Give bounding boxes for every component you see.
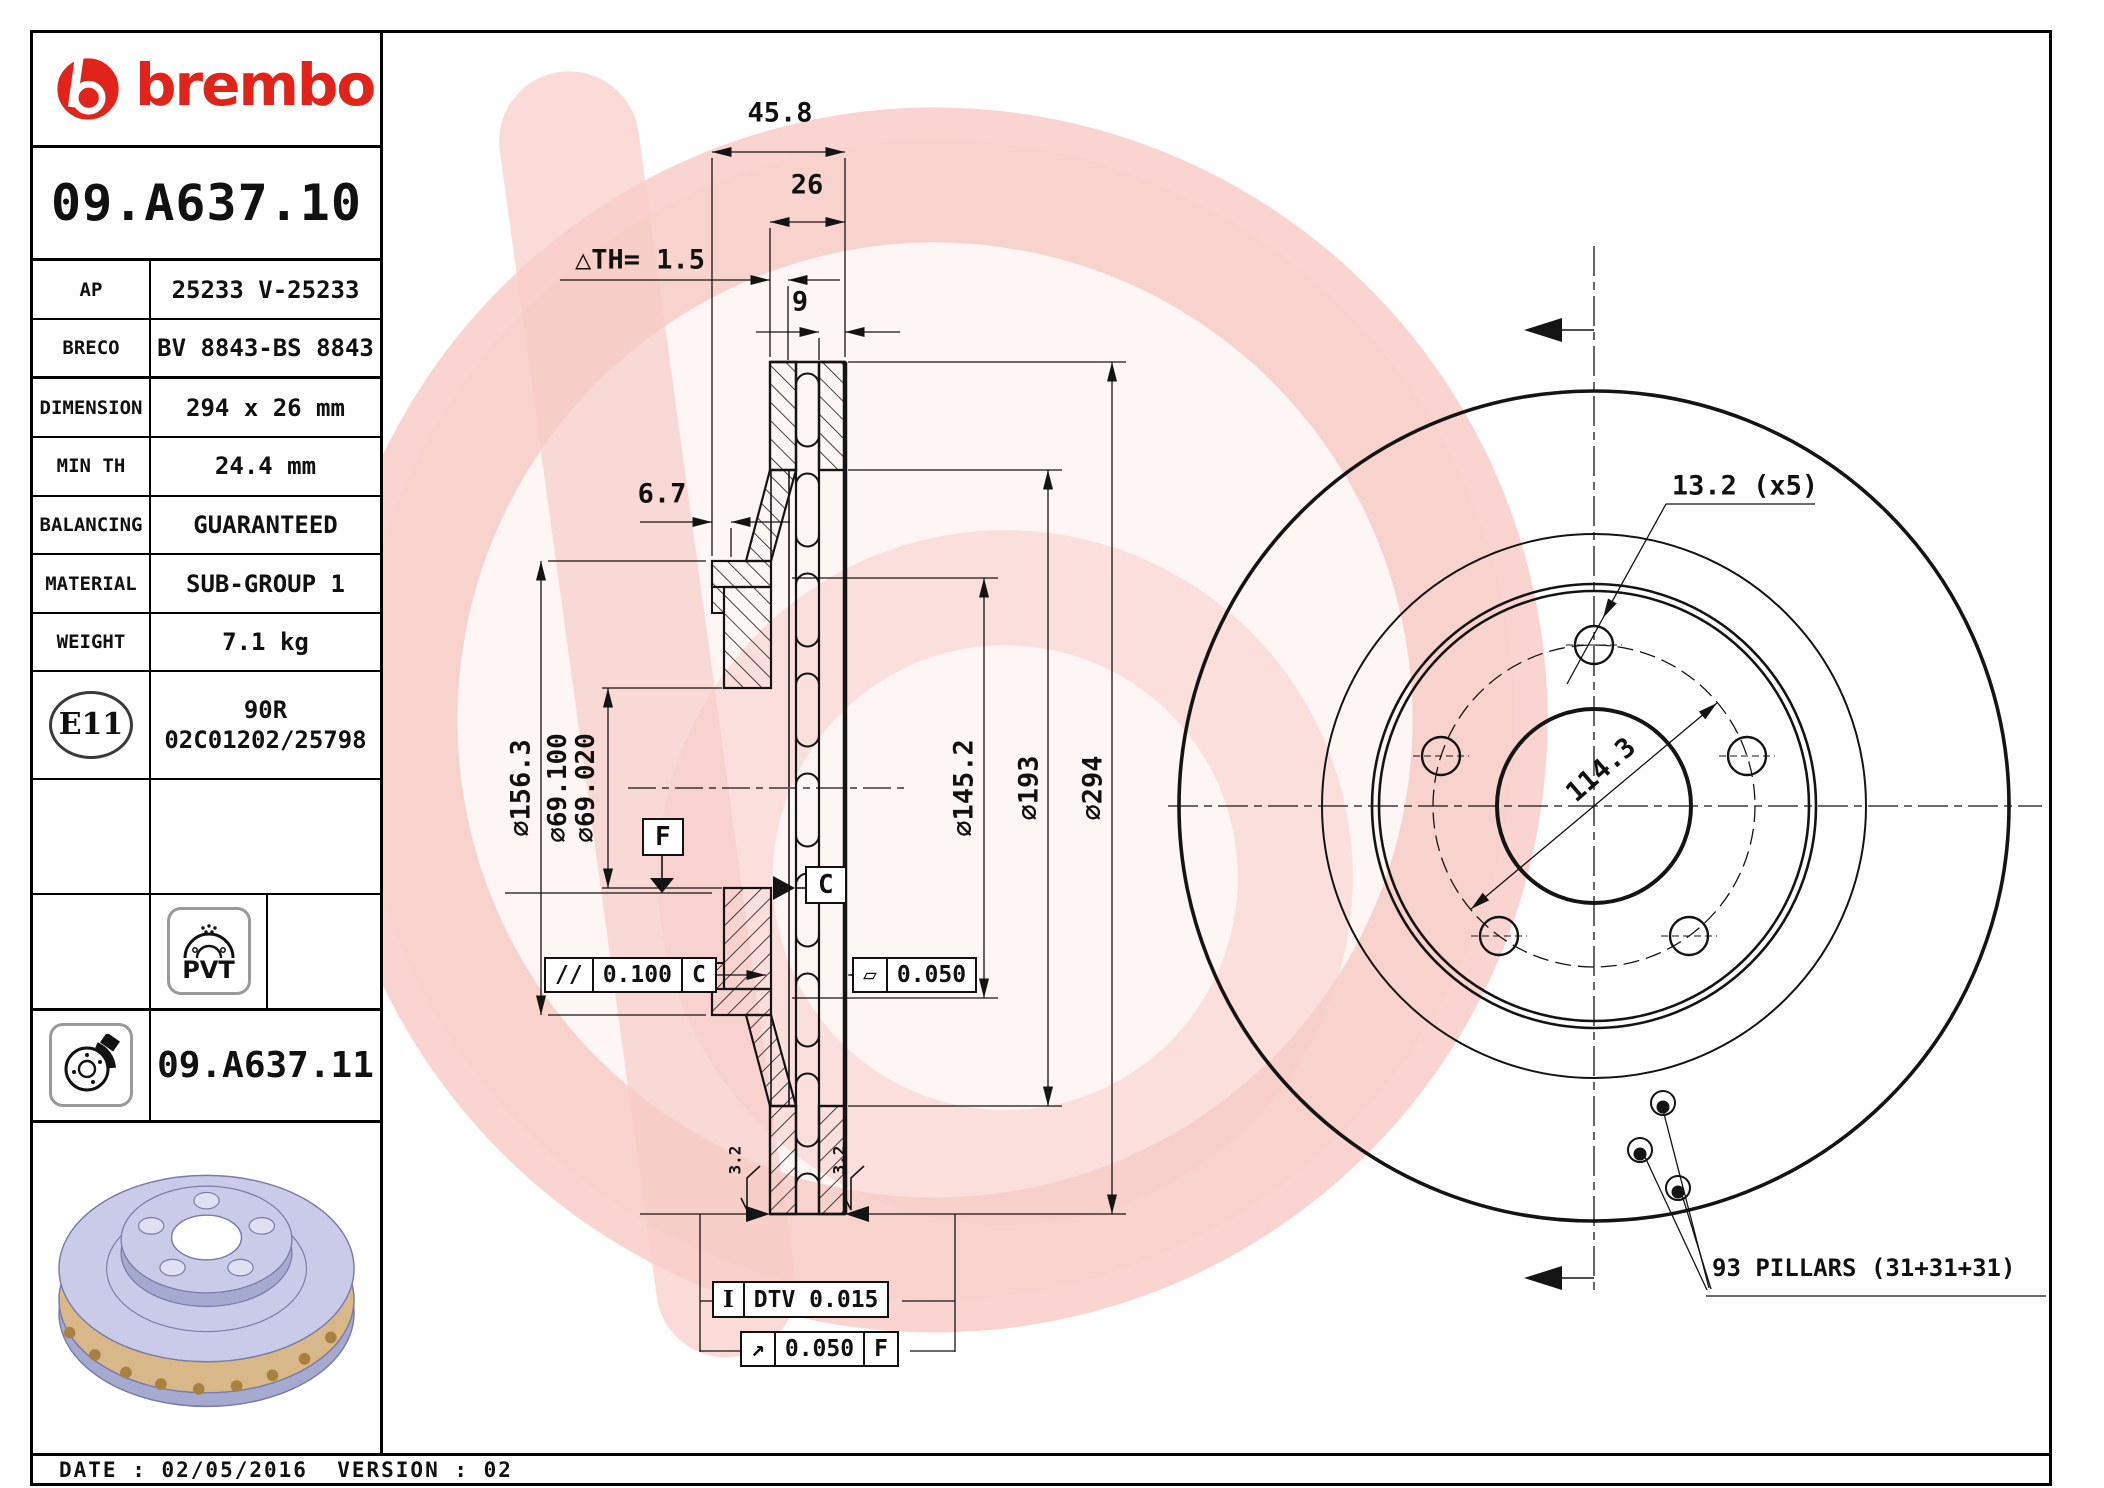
flatness-value: 0.050 [896,962,967,988]
approval-line1: 90R [243,695,288,724]
brand-header [33,33,380,148]
parallelism-datum: C [691,962,706,988]
part-number-main: 09.A637.10 [33,148,380,261]
disc-render-cell [33,1123,380,1453]
pvt-row [33,895,380,1011]
hole-callout-leader [1567,504,1815,684]
spec-value: 25233 V-25233 [171,275,360,304]
dia-outer: ∅294 [1077,755,1109,821]
spec-label: MATERIAL [33,555,151,612]
spec-label: BRECO [33,320,151,377]
empty-cell [268,895,380,1008]
dia-flange: ∅156.3 [505,739,537,837]
spec-row-dimension [33,379,380,438]
spec-value: 24.4 mm [214,452,317,481]
dimension-lines [541,152,1112,1214]
dia-bore-min: ∅69.020 [571,733,601,843]
brembo-logo-icon [51,49,125,129]
spec-value: SUB-GROUP 1 [186,569,345,598]
approval-number [151,672,380,777]
spec-label: DIMENSION [33,379,151,436]
section-view [505,152,1126,1352]
pvt-cell [151,895,268,1008]
pvt-disc-icon [180,920,238,960]
dim-overall-width: 45.8 [747,97,813,129]
datum-f-box: F [642,818,684,856]
approval-row [33,672,380,779]
dtv-value: DTV 0.015 [753,1286,879,1313]
e11-mark-cell [33,672,151,777]
spec-row-breco [33,320,380,380]
empty-row [33,780,380,895]
dtv-symbol: I [714,1283,745,1316]
variant-icon-cell [33,1011,151,1120]
disc-caliper-icon [60,1034,122,1096]
spec-label: MIN TH [33,438,151,495]
spec-value: BV 8843-BS 8843 [157,334,374,363]
spec-value: 294 x 26 mm [186,393,345,422]
spec-label: AP [33,261,151,318]
spec-row-balancing [33,497,380,556]
spec-label: WEIGHT [33,614,151,671]
extension-lines [505,158,1126,1214]
part-number-variant: 09.A637.11 [157,1044,374,1086]
pillars-label: 93 PILLARS (31+31+31) [1712,1254,2016,1282]
spec-row-weight [33,614,380,673]
datum-c-box: C [805,866,847,904]
disc-caliper-badge [49,1023,133,1107]
spec-value: GUARANTEED [193,510,338,539]
pvt-badge [167,907,251,995]
approval-line2: 02C01202/25798 [164,725,367,754]
parallelism-symbol: // [546,959,594,991]
pcd-label: 114.3 [1560,731,1642,809]
roughness-left-label: 3.2 [725,1145,745,1175]
dim-offset: 6.7 [637,478,687,510]
spec-value: 7.1 kg [222,628,309,657]
spec-row-ap [33,261,380,320]
front-view-centerlines [1168,246,2042,1292]
section-cut-arrows [1524,318,1594,1290]
vane-scallops [796,374,819,1186]
hole-callout-label: 13.2 (x5) [1671,470,1819,502]
empty-cell [33,780,151,893]
brand-wordmark: brembo [135,51,375,120]
pvt-label: PVT [182,956,235,985]
brake-disc-3d-render [37,1123,377,1453]
pillars-callout [1628,1091,2046,1296]
runout-symbol: ↗ [742,1333,776,1365]
roughness-right-label: 3.2 [829,1145,849,1175]
parallelism-value: 0.100 [594,959,683,991]
empty-cell [33,895,151,1008]
spec-row-min-th [33,438,380,497]
runout-value: 0.050 [776,1333,865,1365]
front-view [1168,246,2046,1296]
spec-row-material [33,555,380,614]
dia-drum: ∅145.2 [948,739,980,837]
spec-label: BALANCING [33,497,151,554]
dia-braking-inner: ∅193 [1013,755,1045,821]
runout-datum: F [874,1336,888,1362]
dim-th-variation: △TH= 1.5 [574,244,706,276]
dtv-measurement [640,1206,955,1352]
e11-approval-mark: E11 [49,691,133,759]
date-version-text: DATE : 02/05/2016 VERSION : 02 [59,1457,513,1482]
flatness-symbol: ▱ [854,959,888,991]
variant-row [33,1011,380,1123]
title-block-panel [30,30,383,1456]
dia-bore-max: ∅69.100 [543,733,573,843]
dim-band-width: 26 [790,169,824,201]
footer-strip [30,1453,2052,1486]
dim-plate-thickness: 9 [791,286,809,318]
